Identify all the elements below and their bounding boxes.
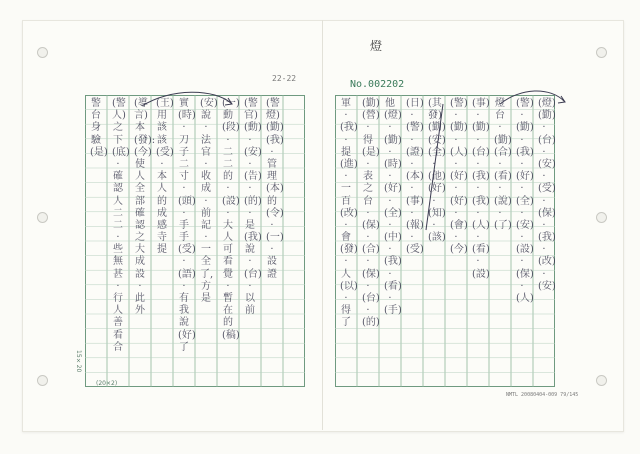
handwritten-column: (一)動(段)·二二的·(設)·大人可看覺·暫在的(稿) bbox=[222, 98, 240, 341]
header-mark: 燈 bbox=[370, 39, 383, 53]
handwritten-column: (警燈)(勤)(我)·管理(本)的(令)·(一)·設證 bbox=[266, 98, 284, 280]
archive-note: NMTL 20080404-009 79/145 bbox=[506, 392, 579, 398]
handwritten-column: (日)·(警)·(證)·(本)·(事)·(報)·(受) bbox=[406, 98, 424, 256]
handwritten-column: 軍·(我)·提(進)·一百(改)·會(發)·人(以)·得了 bbox=[340, 98, 358, 329]
handwritten-column: 實(時)·刀子二寸·(頭)·手手(受)·(語)·有我說(好)了 bbox=[178, 98, 196, 353]
handwritten-column: 燈台·(勤)(合)·(看)·(說)·(了) bbox=[494, 98, 512, 231]
pen-arrow-right bbox=[500, 91, 565, 104]
pencil-note: 22-22 bbox=[272, 74, 297, 83]
handwritten-column: (警官)(動)·(安)·(告)·(的)·是(我)說·(台)·以前 bbox=[244, 98, 262, 317]
handwritten-column: 警台身驗(是) bbox=[90, 98, 108, 158]
handwritten-column: (勤)(營)·得(是)·表之台·(保)·(合)·(保)·(台)·(的) bbox=[362, 98, 380, 329]
handwritten-column: (事)·(勤)·(台)·(我)·(我)·(人)·(看)·(設) bbox=[472, 98, 490, 280]
pen-slash bbox=[426, 104, 443, 230]
handwritten-column: (安)說·法官·收成·前記·一全了,方是 bbox=[200, 98, 218, 304]
handwritten-column: (燈)(勤)·(台)·(安)·(受)·(保)·(我)·(改)·(安) bbox=[538, 98, 556, 292]
left-gutter-label: 15×20 bbox=[75, 350, 82, 373]
handwritten-column: (導言)本(發):(今)使人全部確認之大成設·此外 bbox=[134, 98, 156, 317]
handwritten-column: (王)用該該(受)·本人的成感寺提 bbox=[156, 98, 174, 256]
left-footer-label: (20×2) bbox=[96, 380, 118, 387]
handwritten-column: (警人)之下(底)·確認人二二·些無甚·行人善看合 bbox=[112, 98, 130, 353]
serial-number: No.002202 bbox=[350, 79, 405, 90]
handwritten-column: 他(燈)·(勤)·(時)·(好)·(全)·(中)·(我)·(看)·(手) bbox=[384, 98, 402, 317]
handwritten-column: (其發)(勤)(安)(全)·(他)(好)·(知)·(該) bbox=[428, 98, 446, 244]
pen-arrow-left bbox=[142, 92, 232, 106]
handwritten-column: (警)·(勤)·(我)·(好)·(全)·(安)·(設)·(保)·(人) bbox=[516, 98, 534, 304]
handwritten-column: (警)·(勤)·(人)·(好)·(好)·(會)·(今) bbox=[450, 98, 468, 256]
